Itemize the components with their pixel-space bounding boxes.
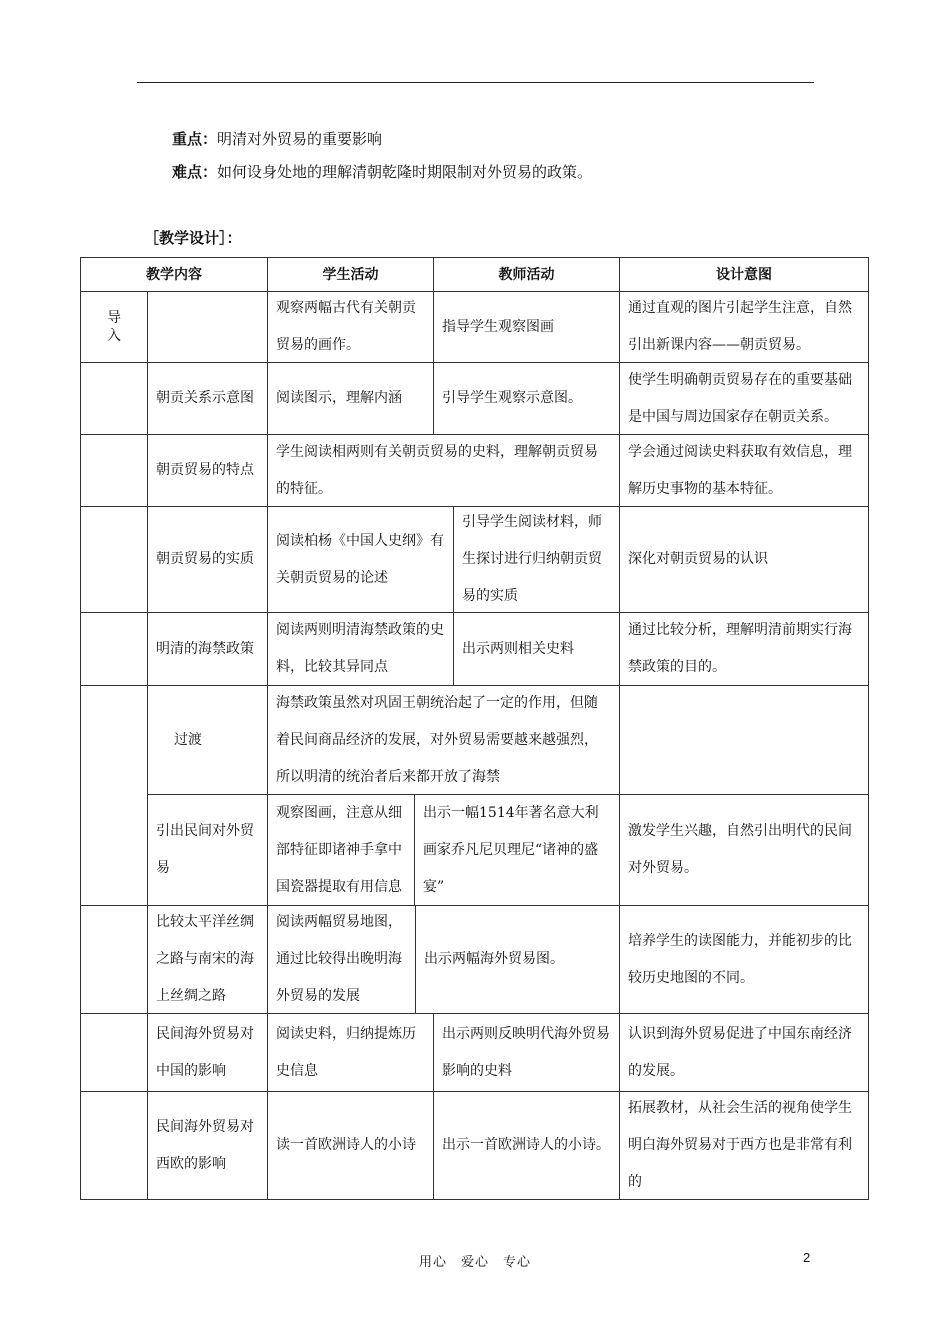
row8-intent: 培养学生的读图能力，并能初步的比较历史地图的不同。 (619, 905, 869, 1014)
row4-intent: 深化对朝贡贸易的认识 (619, 506, 869, 613)
row6-left (80, 685, 148, 906)
footer-motto: 用心 爱心 专心 (418, 1255, 531, 1270)
header-content: 教学内容 (80, 257, 268, 292)
difficulty (172, 161, 592, 182)
row4-content: 朝贡贸易的实质 (147, 506, 268, 613)
row10-student: 读一首欧洲诗人的小诗 (267, 1091, 434, 1200)
row4-student: 阅读柏杨《中国人史纲》有关朝贡贸易的论述 (267, 506, 454, 613)
row3-content: 朝贡贸易的特点 (147, 434, 268, 507)
row9-teacher: 出示两则反映明代海外贸易影响的史料 (433, 1013, 620, 1092)
row3-student: 学生阅读相两则有关朝贡贸易的史料，理解朝贡贸易的特征。 (267, 434, 620, 507)
row8-teacher: 出示两幅海外贸易图。 (415, 905, 620, 1014)
row7-teacher: 出示一幅1514年著名意大利画家乔凡尼贝理尼“诸神的盛宴” (414, 794, 620, 906)
row5-content: 明清的海禁政策 (147, 612, 268, 686)
row5-intent: 通过比较分析，理解明清前期实行海禁政策的目的。 (619, 612, 869, 686)
header-teacher: 教师活动 (433, 257, 620, 292)
row10-content: 民间海外贸易对西欧的影响 (147, 1091, 268, 1200)
row7-intent: 激发学生兴趣，自然引出明代的民间对外贸易。 (619, 794, 869, 906)
row2-left (80, 362, 148, 435)
header-student: 学生活动 (267, 257, 434, 292)
row8-left (80, 905, 148, 1014)
teaching-design-table (80, 257, 869, 1200)
row10-left (80, 1091, 148, 1200)
row8-student: 阅读两幅贸易地图，通过比较得出晚明海外贸易的发展 (267, 905, 416, 1014)
row6-intent (619, 685, 869, 795)
header-intent: 设计意图 (619, 257, 869, 292)
row2-content: 朝贡关系示意图 (147, 362, 268, 435)
key-point-text: 明清对外贸易的重要影响 (217, 130, 383, 148)
row6-student: 海禁政策虽然对巩固王朝统治起了一定的作用，但随着民间商品经济的发展，对外贸易需要越来越强烈，所以明清的统治者后来都开放了海禁 (267, 685, 620, 795)
row1-label-cell (80, 291, 148, 363)
row7-student: 观察图画，注意从细部特征即诸神手拿中国瓷器提取有用信息 (267, 794, 415, 906)
row9-content: 民间海外贸易对中国的影响 (147, 1013, 268, 1092)
key-point-label: 重点： (172, 130, 218, 148)
difficulty-label: 难点： (172, 163, 218, 181)
row1-label: 导入 (107, 310, 121, 344)
row5-teacher: 出示两则相关史料 (453, 612, 620, 686)
row4-left (80, 506, 148, 613)
row3-intent: 学会通过阅读史料获取有效信息，理解历史事物的基本特征。 (619, 434, 869, 507)
row5-student: 阅读两则明清海禁政策的史料，比较其异同点 (267, 612, 454, 686)
row2-student: 阅读图示，理解内涵 (267, 362, 434, 435)
row1-teacher: 指导学生观察图画 (433, 291, 620, 363)
difficulty-text: 如何设身处地的理解清朝乾隆时期限制对外贸易的政策。 (217, 163, 593, 181)
design-heading: ［教学设计］： (144, 229, 242, 247)
row1-intent: 通过直观的图片引起学生注意，自然引出新课内容——朝贡贸易。 (619, 291, 869, 363)
row4-teacher: 引导学生阅读材料，师生探讨进行归纳朝贡贸易的实质 (453, 506, 620, 613)
page-number: 2 (803, 1250, 811, 1265)
row10-intent: 拓展教材，从社会生活的视角使学生明白海外贸易对于西方也是非常有利的 (619, 1091, 869, 1200)
row7-content: 引出民间对外贸易 (147, 794, 268, 906)
row5-left (80, 612, 148, 686)
row9-student: 阅读史料，归纳提炼历史信息 (267, 1013, 434, 1092)
row1-content (147, 291, 268, 363)
row1-student: 观察两幅古代有关朝贡贸易的画作。 (267, 291, 434, 363)
row9-intent: 认识到海外贸易促进了中国东南经济的发展。 (619, 1013, 869, 1092)
row2-teacher: 引导学生观察示意图。 (433, 362, 620, 435)
header-rule (137, 82, 814, 83)
row6-content: 过渡 (147, 685, 268, 795)
row2-intent: 使学生明确朝贡贸易存在的重要基础是中国与周边国家存在朝贡关系。 (619, 362, 869, 435)
row9-left (80, 1013, 148, 1092)
row10-teacher: 出示一首欧洲诗人的小诗。 (433, 1091, 620, 1200)
row8-content: 比较太平洋丝绸之路与南宋的海上丝绸之路 (147, 905, 268, 1014)
key-point (172, 128, 382, 149)
row3-left (80, 434, 148, 507)
